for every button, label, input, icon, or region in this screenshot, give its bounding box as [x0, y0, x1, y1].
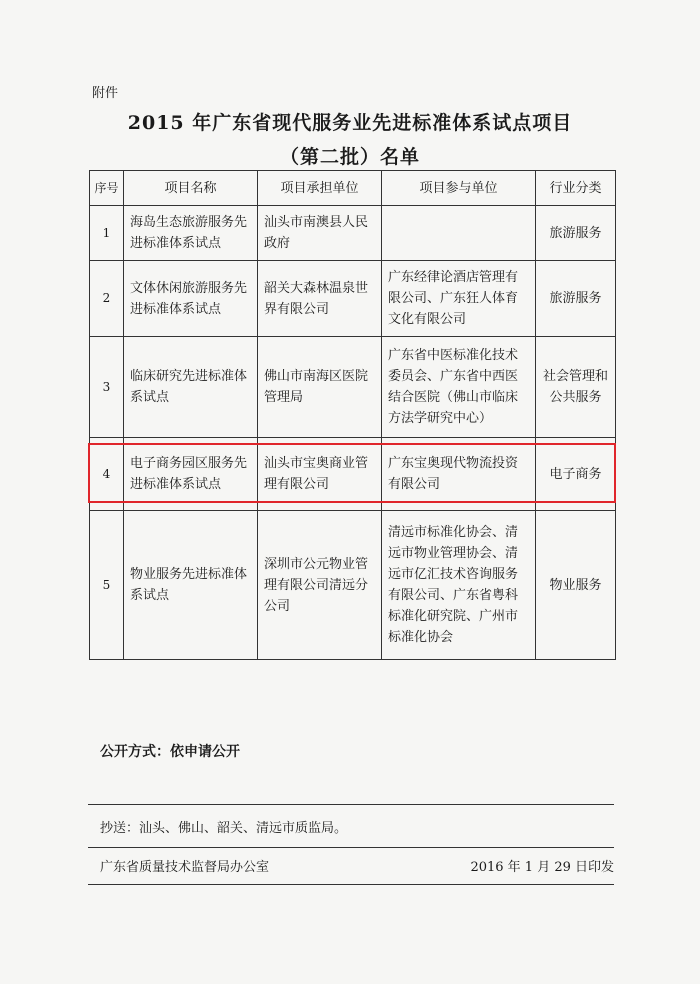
row-number: 2 [90, 261, 124, 337]
divider [88, 884, 614, 885]
industry-category: 旅游服务 [536, 206, 616, 261]
column-header-industry: 行业分类 [536, 171, 616, 206]
participating-units [382, 206, 536, 261]
column-header-name: 项目名称 [124, 171, 258, 206]
row-number: 5 [90, 511, 124, 660]
participating-units: 广东省中医标准化技术委员会、广东省中西医结合医院（佛山市临床方法学研究中心） [382, 337, 536, 438]
project-name: 临床研究先进标准体系试点 [124, 337, 258, 438]
project-table [89, 170, 616, 660]
column-header-undertaker: 项目承担单位 [258, 171, 382, 206]
table-row [90, 337, 616, 438]
undertaking-unit: 韶关大森林温泉世界有限公司 [258, 261, 382, 337]
divider [88, 804, 614, 805]
column-header-participants: 项目参与单位 [382, 171, 536, 206]
undertaking-unit: 汕头市南澳县人民政府 [258, 206, 382, 261]
table-row [90, 261, 616, 337]
document-subtitle: （第二批）名单 [279, 146, 420, 168]
divider [88, 847, 614, 848]
issuing-office: 广东省质量技术监督局办公室 [100, 860, 270, 875]
industry-category: 社会管理和公共服务 [536, 337, 616, 438]
row-number: 4 [90, 438, 124, 511]
document-title: 2015 年广东省现代服务业先进标准体系试点项目 [127, 112, 573, 134]
table-row [90, 206, 616, 261]
project-name: 海岛生态旅游服务先进标准体系试点 [124, 206, 258, 261]
industry-category: 旅游服务 [536, 261, 616, 337]
industry-category: 电子商务 [536, 438, 616, 511]
participating-units: 广东经律论酒店管理有限公司、广东狂人体育文化有限公司 [382, 261, 536, 337]
attachment-label: 附件 [92, 86, 119, 101]
undertaking-unit: 汕头市宝奥商业管理有限公司 [258, 438, 382, 511]
table-header-row [90, 171, 616, 206]
table-row [90, 511, 616, 660]
industry-category: 物业服务 [536, 511, 616, 660]
undertaking-unit: 佛山市南海区医院管理局 [258, 337, 382, 438]
row-number: 3 [90, 337, 124, 438]
disclosure-method: 公开方式：依申请公开 [100, 744, 240, 760]
participating-units: 广东宝奥现代物流投资有限公司 [382, 438, 536, 511]
project-name: 文体休闲旅游服务先进标准体系试点 [124, 261, 258, 337]
undertaking-unit: 深圳市公元物业管理有限公司清远分公司 [258, 511, 382, 660]
project-name: 电子商务园区服务先进标准体系试点 [124, 438, 258, 511]
issue-date: 2016 年 1 月 29 日印发 [470, 860, 614, 875]
table-row-highlighted [90, 438, 616, 511]
participating-units: 清远市标准化协会、清远市物业管理协会、清远市亿汇技术咨询服务有限公司、广东省粤科标准化研究院、广州市标准化协会 [382, 511, 536, 660]
row-number: 1 [90, 206, 124, 261]
project-name: 物业服务先进标准体系试点 [124, 511, 258, 660]
cc-line: 抄送：汕头、佛山、韶关、清远市质监局。 [100, 821, 348, 836]
column-header-no: 序号 [90, 171, 124, 206]
